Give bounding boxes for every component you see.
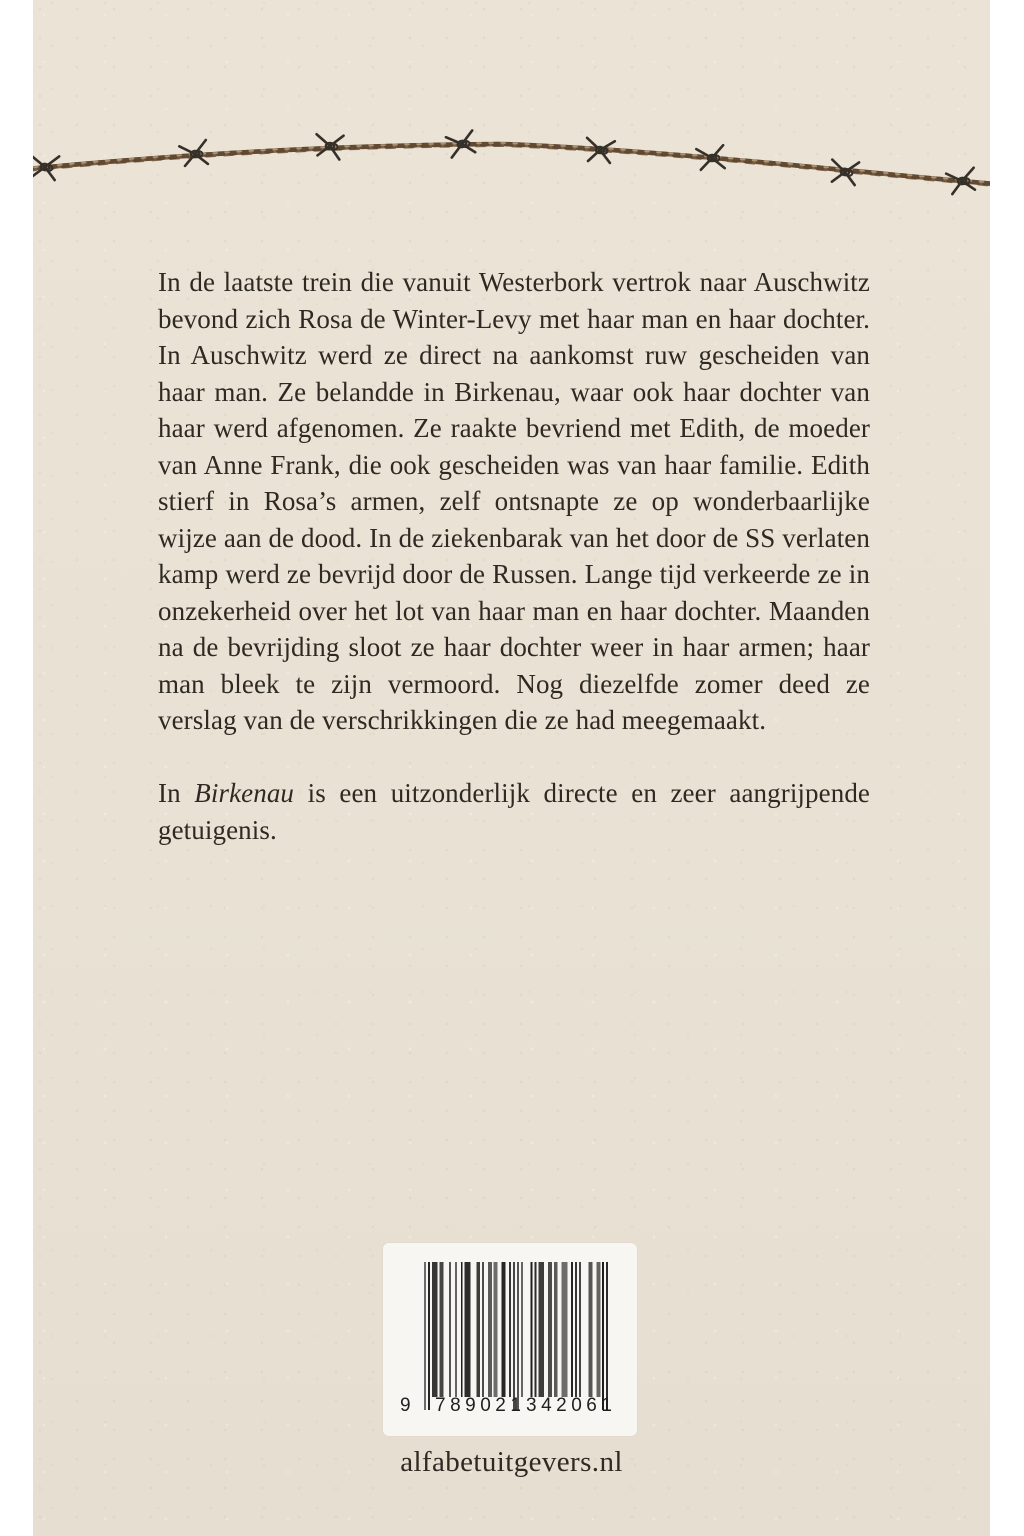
barcode-digit-group-1: 789021	[435, 1395, 526, 1416]
ean13-barcode-icon	[424, 1262, 608, 1410]
book-back-cover	[33, 0, 990, 1536]
publisher-website: alfabetuitgevers.nl	[400, 1446, 623, 1478]
blurb-paragraph-1: In de laatste trein die vanuit Westerbork vertrok naar Auschwitz bevond zich Rosa de Winter-Levy met haar man en haar dochter. In Auschwitz werd ze direct na aankomst ruw gescheiden van haar man. Ze belandde in Birkenau, waar ook haar dochter van haar werd afgenomen. Ze raakte bevriend met Edith, de moeder van Anne Frank, die ook gescheiden was van haar familie. Edith stierf in Rosa’s armen, zelf ontsnapte ze op wonderbaarlijke wijze aan de dood. In de ziekenbarak van het door de SS verlaten kamp werd ze bevrijd door de Russen. Lange tijd verkeerde ze in onzekerheid over het lot van haar man en haar dochter. Maanden na de bevrijding sloot ze haar dochter weer in haar armen; haar man bleek te zijn vermoord. Nog diezelfde zomer deed ze verslag van de verschrikkingen die ze had meegemaakt.	[158, 267, 870, 735]
blurb-paragraph-2: In Birkenau is een uitzonderlijk directe en zeer aangrijpende getuigenis.	[158, 778, 871, 845]
barcode-sticker	[383, 1243, 637, 1436]
barcode-digit-group-2: 342061	[526, 1395, 617, 1416]
barbed-wire-icon	[33, 128, 990, 208]
barcode-digit-first: 9	[400, 1395, 411, 1416]
blurb-text-block	[158, 264, 870, 848]
barcode-digits	[383, 1395, 637, 1419]
